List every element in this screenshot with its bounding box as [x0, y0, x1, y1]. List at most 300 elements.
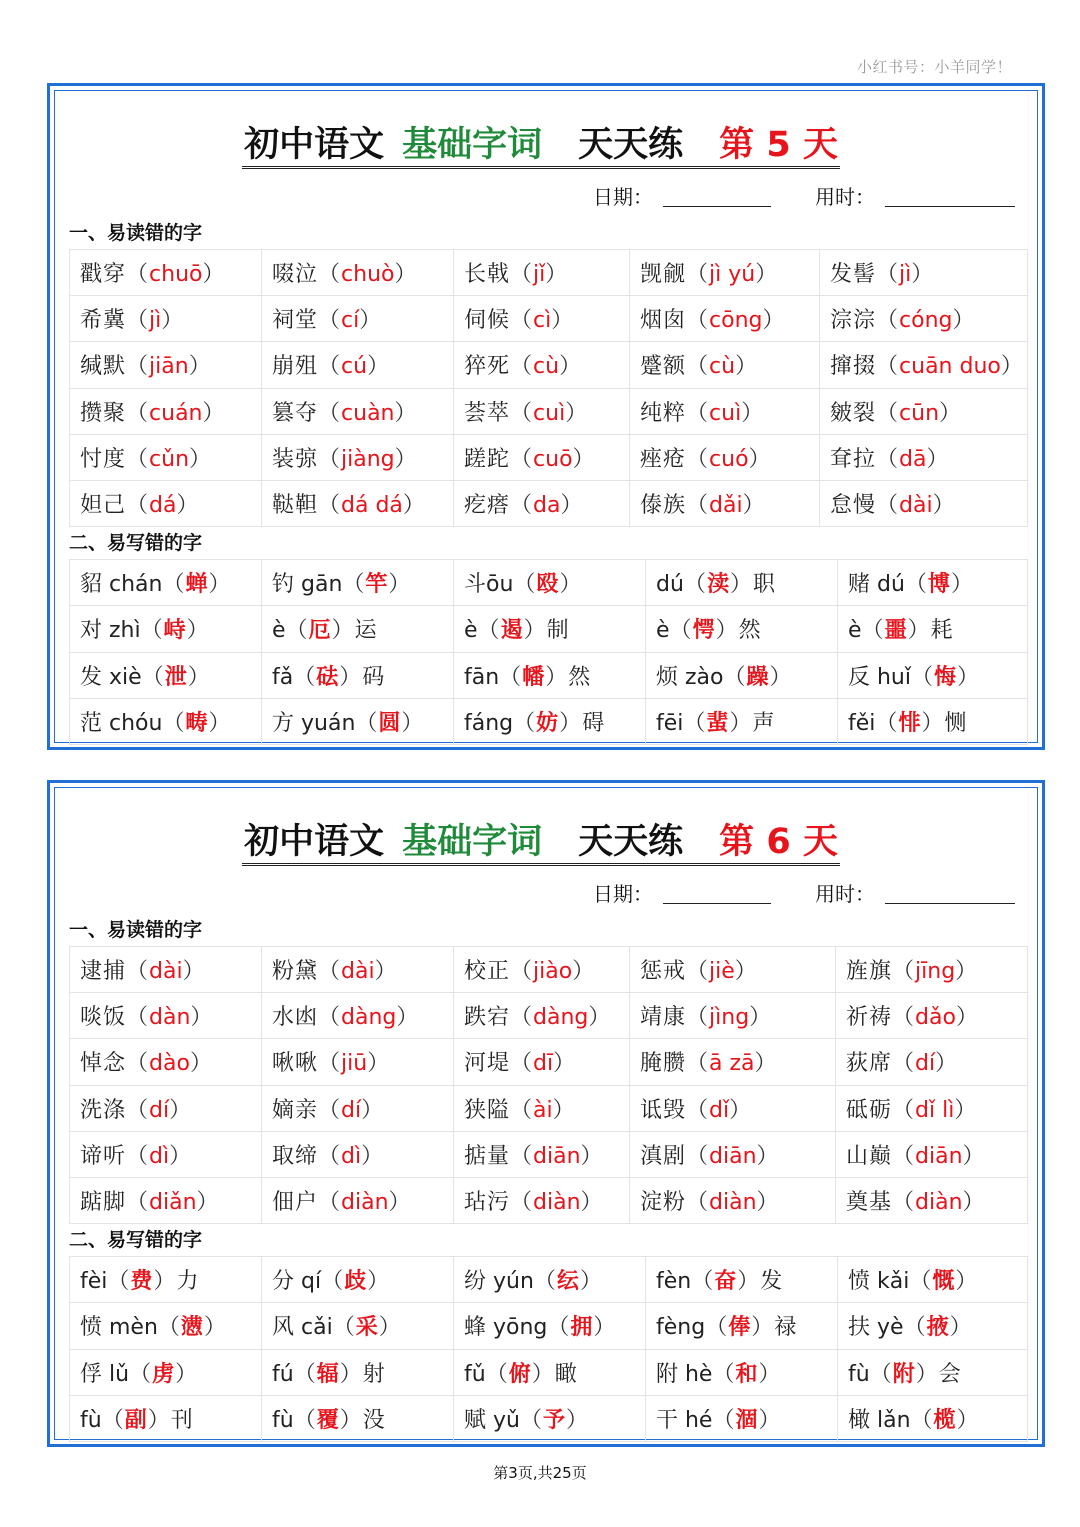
paren-close: ）	[756, 1190, 780, 1216]
prompt: 钓 gān	[272, 572, 343, 598]
character-answer: 殴	[536, 571, 560, 598]
paren-open: （	[510, 354, 534, 380]
read-item	[820, 342, 1028, 388]
paren-open: （	[126, 1143, 150, 1169]
word: 猝死	[464, 354, 511, 380]
write-item	[646, 1395, 838, 1441]
read-item	[454, 993, 630, 1039]
word: 撺掇	[830, 354, 877, 380]
read-item	[836, 993, 1028, 1039]
paren-close: ）	[202, 400, 226, 426]
paren-close: ）	[926, 446, 950, 472]
time-field[interactable]	[885, 880, 1015, 904]
paren-close: ）	[402, 493, 426, 519]
character-answer: 噩	[884, 617, 908, 644]
write-item	[262, 1303, 454, 1349]
paren-close: ）	[560, 493, 584, 519]
paren-open: （	[318, 959, 342, 985]
read-item	[454, 1039, 630, 1085]
pinyin-answer: cuán	[149, 400, 203, 426]
suffix: 碍	[582, 710, 606, 736]
suffix: 运	[354, 618, 378, 644]
paren-open: （	[892, 1143, 916, 1169]
read-item	[262, 993, 454, 1039]
table-row	[70, 560, 1028, 606]
date-field[interactable]	[663, 183, 771, 207]
pinyin-answer: jì	[899, 262, 912, 288]
paren-close: ）	[394, 400, 418, 426]
prompt: 貂 chán	[80, 572, 163, 598]
paren-open: （	[510, 1097, 534, 1123]
paren-close: ）	[378, 1315, 402, 1341]
write-item	[262, 560, 454, 606]
read-item	[630, 342, 820, 388]
paren-open: （	[318, 308, 342, 334]
pinyin-answer: dàng	[341, 1005, 397, 1031]
paren-open: （	[876, 400, 900, 426]
read-item	[454, 250, 630, 296]
meta-row	[67, 870, 1015, 914]
table-row	[70, 1303, 1028, 1349]
pinyin-answer: chuō	[149, 262, 203, 288]
word: 希冀	[80, 308, 127, 334]
write-item	[454, 1257, 646, 1303]
paren-open: （	[510, 1190, 534, 1216]
prompt: 蜂 yōng	[464, 1315, 548, 1341]
prompt: fěi	[848, 710, 876, 736]
prompt: 分 qí	[272, 1269, 322, 1295]
paren-close: ）	[339, 664, 363, 690]
paren-close: ）	[394, 446, 418, 472]
paren-open: （	[686, 1143, 710, 1169]
paren-open: （	[892, 1097, 916, 1123]
write-item	[838, 1395, 1028, 1441]
prompt: fān	[464, 664, 500, 690]
paren-close: ）	[559, 572, 583, 598]
paren-open: （	[876, 446, 900, 472]
prompt: 愤 mèn	[80, 1315, 158, 1341]
read-item	[630, 993, 836, 1039]
paren-open: （	[510, 446, 534, 472]
write-item	[838, 560, 1028, 606]
read-item	[70, 947, 262, 993]
character-answer: 和	[735, 1360, 759, 1387]
paren-open: （	[712, 1407, 736, 1433]
pinyin-answer: jiū	[341, 1051, 368, 1077]
paren-close: ）	[758, 1361, 782, 1387]
write-item	[838, 1303, 1028, 1349]
pinyin-answer: jìng	[709, 1005, 750, 1031]
read-item	[836, 1131, 1028, 1177]
read-item	[70, 296, 262, 342]
paren-close: ）	[756, 1143, 780, 1169]
read-item	[630, 296, 820, 342]
word: 崩殂	[272, 354, 319, 380]
write-item	[646, 1349, 838, 1395]
paren-open: （	[285, 618, 309, 644]
paren-close: ）	[189, 446, 213, 472]
write-item	[646, 606, 838, 652]
paren-close: ）	[955, 959, 979, 985]
suffix: 力	[176, 1269, 200, 1295]
pinyin-answer: dá dá	[341, 493, 403, 519]
suffix: 没	[362, 1407, 386, 1433]
title-subject: 初中语文	[244, 821, 385, 862]
pinyin-answer: diǎn	[149, 1190, 197, 1216]
word: 攒聚	[80, 400, 127, 426]
write-item	[646, 560, 838, 606]
paren-close: ）	[962, 1143, 986, 1169]
read-item	[820, 250, 1028, 296]
paren-close: ）	[751, 1315, 775, 1341]
paren-close: ）	[954, 1097, 978, 1123]
pinyin-answer: cù	[533, 354, 560, 380]
word: 忖度	[80, 446, 127, 472]
paren-open: （	[126, 959, 150, 985]
table-row	[70, 388, 1028, 434]
pinyin-answer: diàn	[341, 1190, 389, 1216]
paren-open: （	[869, 1361, 893, 1387]
paren-open: （	[723, 664, 747, 690]
write-item	[838, 1257, 1028, 1303]
paren-open: （	[686, 1097, 710, 1123]
paren-open: （	[510, 959, 534, 985]
title-practice: 天天练	[578, 821, 684, 862]
word: 奠基	[846, 1190, 893, 1216]
paren-close: ）	[169, 1143, 193, 1169]
prompt: 赋 yǔ	[464, 1407, 520, 1433]
paren-open: （	[126, 446, 150, 472]
read-item	[70, 434, 262, 480]
paren-open: （	[332, 1315, 356, 1341]
read-item	[262, 388, 454, 434]
read-item	[454, 434, 630, 480]
character-answer: 费	[130, 1268, 154, 1295]
pinyin-answer: cóng	[899, 308, 953, 334]
paren-open: （	[876, 493, 900, 519]
table-row	[70, 1257, 1028, 1303]
paren-open: （	[101, 1407, 125, 1433]
word: 啖饭	[80, 1005, 127, 1031]
paren-close: ）	[339, 1361, 363, 1387]
table-row	[70, 652, 1028, 698]
pinyin-answer: jì yú	[709, 262, 756, 288]
word: 河堤	[464, 1051, 511, 1077]
paren-close: ）	[749, 1005, 773, 1031]
time-label: 用时：	[815, 184, 875, 209]
write-item	[838, 698, 1028, 744]
prompt: 橄 lǎn	[848, 1407, 911, 1433]
word: 纯粹	[640, 400, 687, 426]
paren-close: ）	[367, 1051, 391, 1077]
paren-open: （	[691, 1269, 715, 1295]
paren-close: ）	[921, 710, 945, 736]
paren-open: （	[686, 446, 710, 472]
paren-open: （	[705, 1315, 729, 1341]
paren-open: （	[712, 1361, 736, 1387]
word: 校正	[464, 959, 511, 985]
paren-close: ）	[531, 1361, 555, 1387]
paren-close: ）	[175, 1361, 199, 1387]
pinyin-answer: dí	[341, 1097, 362, 1123]
read-item	[262, 480, 454, 526]
table-row	[70, 342, 1028, 388]
pinyin-answer: cí	[341, 308, 360, 334]
pinyin-answer: jīng	[915, 959, 956, 985]
pinyin-answer: diān	[709, 1143, 757, 1169]
character-answer: 渎	[706, 571, 730, 598]
word: 粉黛	[272, 959, 319, 985]
paren-open: （	[126, 354, 150, 380]
paren-open: （	[129, 1361, 153, 1387]
prompt: 斗ōu	[464, 572, 514, 598]
paren-close: ）	[545, 262, 569, 288]
prompt: 对 zhì	[80, 618, 141, 644]
title-topic: 基础字词	[402, 821, 543, 862]
paren-open: （	[126, 308, 150, 334]
suffix: 刊	[170, 1407, 194, 1433]
word: 烟囱	[640, 308, 687, 334]
paren-open: （	[126, 1005, 150, 1031]
paren-open: （	[683, 710, 707, 736]
word: 蹉跎	[464, 446, 511, 472]
prompt: 扶 yè	[848, 1315, 904, 1341]
title-row	[67, 91, 1015, 173]
read-item	[454, 480, 630, 526]
character-answer: 竿	[365, 571, 389, 598]
read-table	[69, 249, 1028, 527]
paren-close: ）	[939, 400, 963, 426]
paren-close: ）	[190, 1005, 214, 1031]
section-read-title: 一、易读错的字	[69, 919, 203, 941]
pinyin-answer: cuō	[533, 446, 573, 472]
paren-close: ）	[523, 618, 547, 644]
pinyin-answer: jì	[149, 308, 162, 334]
paren-close: ）	[339, 1407, 363, 1433]
prompt: dú	[656, 572, 684, 598]
character-answer: 歧	[344, 1268, 368, 1295]
read-item	[454, 1085, 630, 1131]
paren-close: ）	[559, 354, 583, 380]
pinyin-answer: dǎo	[915, 1005, 956, 1031]
paren-close: ）	[588, 1005, 612, 1031]
table-row	[70, 1085, 1028, 1131]
paren-close: ）	[593, 1315, 617, 1341]
title-row	[67, 788, 1015, 870]
paren-close: ）	[952, 308, 976, 334]
paren-close: ）	[161, 308, 185, 334]
word: 皴裂	[830, 400, 877, 426]
watermark: 小红书号：小羊同学！	[856, 58, 1012, 76]
prompt: fù	[848, 1361, 870, 1387]
paren-close: ）	[388, 572, 412, 598]
word: 踮脚	[80, 1190, 127, 1216]
write-item	[646, 1257, 838, 1303]
character-answer: 厄	[308, 617, 332, 644]
read-item	[454, 342, 630, 388]
read-item	[630, 1039, 836, 1085]
paren-close: ）	[957, 664, 981, 690]
character-answer: 拥	[570, 1314, 594, 1341]
paren-close: ）	[203, 1315, 227, 1341]
write-item	[646, 1303, 838, 1349]
paren-open: （	[876, 308, 900, 334]
word: 长戟	[464, 262, 511, 288]
pinyin-answer: cù	[709, 354, 736, 380]
meta-row	[67, 173, 1015, 217]
paren-close: ）	[915, 1361, 939, 1387]
word: 怠慢	[830, 493, 877, 519]
write-item	[70, 560, 262, 606]
paren-close: ）	[949, 1315, 973, 1341]
page-footer: 第3页,共25页	[493, 1464, 587, 1482]
paren-close: ）	[367, 1269, 391, 1295]
paren-open: （	[477, 618, 501, 644]
word: 腌臜	[640, 1051, 687, 1077]
time-label: 用时：	[815, 881, 875, 906]
paren-open: （	[904, 572, 928, 598]
word: 掂量	[464, 1143, 511, 1169]
read-item	[836, 947, 1028, 993]
read-item	[262, 342, 454, 388]
table-row	[70, 947, 1028, 993]
paren-close: ）	[734, 959, 758, 985]
paren-close: ）	[729, 572, 753, 598]
paren-close: ）	[754, 1051, 778, 1077]
character-answer: 涸	[735, 1406, 759, 1433]
read-item	[630, 1131, 836, 1177]
pinyin-answer: diàn	[915, 1190, 963, 1216]
character-answer: 采	[355, 1314, 379, 1341]
paren-close: ）	[715, 618, 739, 644]
character-answer: 榄	[933, 1406, 957, 1433]
paren-open: （	[510, 400, 534, 426]
prompt: è	[464, 618, 478, 644]
word: 逮捕	[80, 959, 127, 985]
prompt: 赌 dú	[848, 572, 905, 598]
paren-open: （	[318, 1005, 342, 1031]
paren-open: （	[126, 400, 150, 426]
paren-close: ）	[553, 1051, 577, 1077]
pinyin-answer: cuó	[709, 446, 749, 472]
write-item	[262, 1395, 454, 1441]
paren-open: （	[911, 664, 935, 690]
paren-open: （	[909, 1269, 933, 1295]
pinyin-answer: dā	[899, 446, 927, 472]
word: 鞑靼	[272, 493, 319, 519]
word: 水凼	[272, 1005, 319, 1031]
paren-open: （	[519, 1407, 543, 1433]
character-answer: 掖	[926, 1314, 950, 1341]
table-row	[70, 993, 1028, 1039]
character-answer: 圆	[378, 709, 402, 736]
time-field[interactable]	[885, 183, 1015, 207]
paren-close: ）	[359, 308, 383, 334]
paren-close: ）	[331, 618, 355, 644]
read-item	[262, 1085, 454, 1131]
pinyin-answer: jiè	[709, 959, 735, 985]
write-item	[70, 1257, 262, 1303]
paren-close: ）	[169, 1097, 193, 1123]
character-answer: 虏	[152, 1360, 176, 1387]
paren-open: （	[141, 664, 165, 690]
prompt: fèng	[656, 1315, 706, 1341]
paren-close: ）	[579, 1269, 603, 1295]
read-item	[262, 947, 454, 993]
character-answer: 幡	[522, 663, 546, 690]
write-item	[70, 1349, 262, 1395]
table-row	[70, 1395, 1028, 1441]
paren-close: ）	[565, 400, 589, 426]
prompt: 干 hé	[656, 1407, 713, 1433]
read-item	[262, 250, 454, 296]
paren-close: ）	[396, 1005, 420, 1031]
character-answer: 遏	[500, 617, 524, 644]
suffix: 会	[938, 1361, 962, 1387]
date-field[interactable]	[663, 880, 771, 904]
paren-close: ）	[176, 493, 200, 519]
paren-open: （	[892, 959, 916, 985]
paren-open: （	[318, 1051, 342, 1077]
paren-close: ）	[956, 1407, 980, 1433]
character-answer: 悔	[934, 663, 958, 690]
paren-open: （	[547, 1315, 571, 1341]
suffix: 制	[546, 618, 570, 644]
prompt: fèi	[80, 1269, 108, 1295]
pinyin-answer: cú	[341, 354, 368, 380]
character-answer: 俯	[508, 1360, 532, 1387]
pinyin-answer: chuò	[341, 262, 395, 288]
word: 山巅	[846, 1143, 893, 1169]
paren-open: （	[686, 959, 710, 985]
word: 祠堂	[272, 308, 319, 334]
character-answer: 懑	[180, 1314, 204, 1341]
paren-close: ）	[729, 710, 753, 736]
section-write-title: 二、易写错的字	[69, 532, 203, 555]
paren-close: ）	[737, 1269, 761, 1295]
paren-open: （	[903, 1315, 927, 1341]
paren-close: ）	[935, 1051, 959, 1077]
write-item	[70, 1395, 262, 1441]
paren-close: ）	[551, 308, 575, 334]
prompt: fǎ	[272, 664, 294, 690]
table-row	[70, 434, 1028, 480]
paren-open: （	[162, 572, 186, 598]
read-item	[820, 296, 1028, 342]
paren-close: ）	[361, 1097, 385, 1123]
read-item	[820, 434, 1028, 480]
pinyin-answer: da	[533, 493, 561, 519]
paren-close: ）	[955, 1005, 979, 1031]
paren-open: （	[321, 1269, 345, 1295]
paren-open: （	[510, 1051, 534, 1077]
paren-open: （	[669, 618, 693, 644]
write-item	[262, 606, 454, 652]
suffix: 然	[738, 618, 762, 644]
suffix: 射	[362, 1361, 386, 1387]
pinyin-answer: cuì	[709, 400, 742, 426]
read-item	[630, 1085, 836, 1131]
paren-open: （	[318, 1097, 342, 1123]
prompt: 方 yuán	[272, 710, 356, 736]
pinyin-answer: cuān duo	[899, 354, 1001, 380]
word: 疙瘩	[464, 493, 511, 519]
word: 淀粉	[640, 1190, 687, 1216]
character-answer: 躁	[746, 663, 770, 690]
word: 篡夺	[272, 400, 319, 426]
worksheet-inner	[54, 90, 1038, 743]
paren-open: （	[318, 493, 342, 519]
